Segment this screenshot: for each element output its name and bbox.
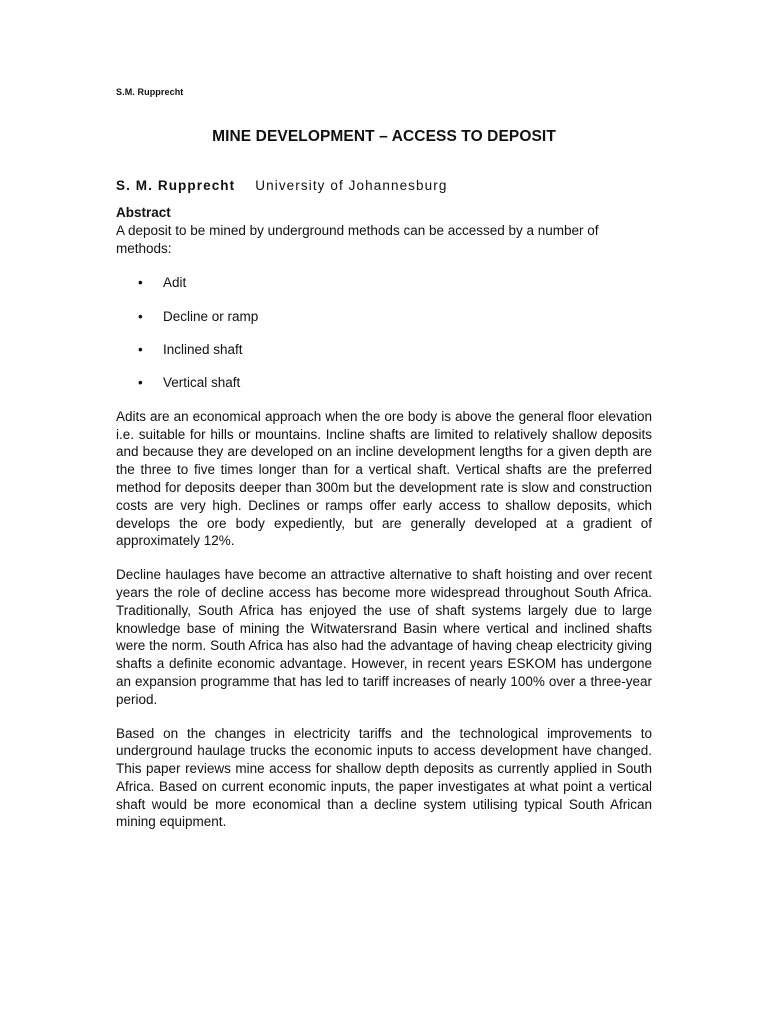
body-paragraph: Based on the changes in electricity tariffs and the technological improvements to underground haulage trucks the economic inputs to access development have changed. This paper reviews mine access for shallow depth deposits as currently applied in South Africa. Based on current economic inputs, the paper investigates at what point a vertical shaft would be more economical than a decline system utilising typical South African mining equipment. (116, 725, 652, 830)
list-item-label: Adit (163, 275, 187, 291)
bullet-icon: • (138, 374, 143, 390)
body-paragraph: Decline haulages have become an attractive alternative to shaft hoisting and over recent years the role of decline access has become more widespread throughout South Africa. Traditionally, South Africa has enjoyed the use of shaft systems largely due to large knowledge base of mining the Witwatersrand Basin where vertical and inclined shafts were the norm. South Africa has also had the advantage of having cheap electricity giving shafts a definite economic advantage. However, in recent years ESKOM has undergone an expansion programme that has led to tariff increases of nearly 100% over a three-year period. (116, 567, 652, 707)
access-methods-list (116, 274, 652, 391)
body-paragraph: Adits are an economical approach when the ore body is above the general floor elevation i.e. suitable for hills or mountains. Incline shafts are limited to relatively shallow deposits and because they are developed on an incline development lengths for a given depth are the three to five times longer than for a vertical shaft. Vertical shafts are the preferred method for deposits deeper than 300m but the development rate is slow and construction costs are very high. Declines or ramps offer early access to shallow deposits, which develops the ore body expediently, but are generally developed at a gradient of approximately 12%. (116, 408, 652, 549)
running-header: S.M. Rupprecht (116, 87, 184, 97)
list-item-label: Decline or ramp (163, 308, 259, 324)
list-item-label: Inclined shaft (163, 341, 243, 357)
bullet-icon: • (138, 308, 143, 324)
author-line (116, 178, 447, 193)
list-item (116, 308, 652, 326)
abstract-intro: A deposit to be mined by underground methods can be accessed by a number of methods: (116, 222, 599, 256)
list-item (116, 274, 652, 292)
bullet-icon: • (138, 341, 143, 357)
paper-title: MINE DEVELOPMENT – ACCESS TO DEPOSIT (212, 128, 556, 145)
abstract-heading: Abstract (116, 205, 171, 220)
abstract-section (116, 204, 652, 831)
author-affiliation: University of Johannesburg (255, 178, 448, 193)
list-item-label: Vertical shaft (163, 374, 241, 390)
list-item (116, 341, 652, 359)
bullet-icon: • (138, 275, 143, 291)
list-item (116, 374, 652, 392)
author-name: S. M. Rupprecht (116, 178, 236, 193)
